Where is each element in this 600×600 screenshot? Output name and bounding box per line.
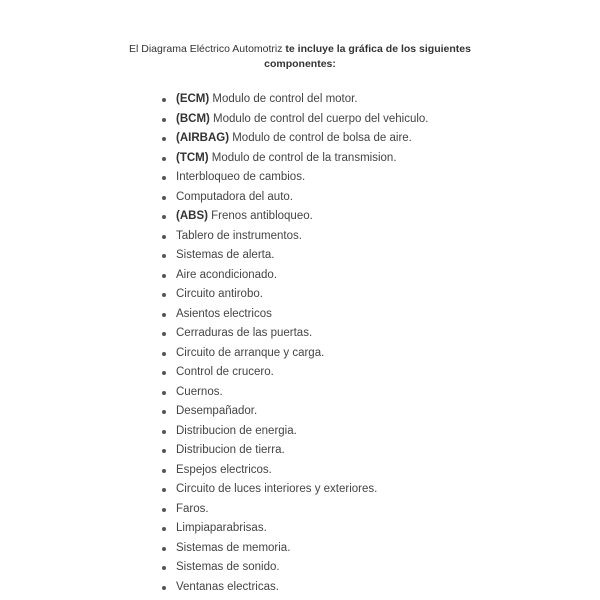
list-item: [160, 383, 429, 403]
list-item: [160, 480, 429, 500]
bullet-icon: [162, 469, 166, 473]
component-label: Desempañador.: [176, 405, 258, 417]
component-code: (ECM): [176, 93, 210, 105]
component-label: Frenos antibloqueo.: [207, 210, 313, 222]
intro-paragraph: [100, 42, 500, 72]
bullet-icon: [162, 235, 166, 239]
component-list: [160, 90, 429, 597]
list-item: [160, 539, 429, 559]
component-label: Sistemas de alerta.: [176, 249, 275, 261]
intro-bold-text-line2: componentes:: [264, 58, 336, 70]
component-label: Distribucion de tierra.: [176, 444, 285, 456]
component-label: Modulo de control de bolsa de aire.: [229, 132, 412, 144]
bullet-icon: [162, 98, 166, 102]
component-label: Modulo de control del cuerpo del vehiculo.: [209, 112, 429, 125]
bullet-icon: [162, 215, 166, 219]
list-item: [160, 578, 429, 598]
list-item: [160, 324, 429, 344]
component-label: Espejos electricos.: [176, 463, 272, 476]
bullet-icon: [162, 254, 166, 258]
list-item: [160, 558, 429, 578]
component-code: (ABS): [176, 210, 208, 222]
bullet-icon: [162, 352, 166, 356]
bullet-icon: [162, 293, 166, 297]
list-item: [160, 188, 429, 208]
list-item: [160, 285, 429, 305]
component-label: Cuernos.: [176, 385, 223, 398]
component-label: Tablero de instrumentos.: [176, 229, 302, 242]
list-item: [160, 344, 429, 364]
component-label: Circuito de arranque y carga.: [176, 346, 325, 359]
bullet-icon: [162, 371, 166, 375]
component-label: Circuito antirobo.: [176, 288, 263, 300]
bullet-icon: [162, 508, 166, 512]
bullet-icon: [162, 157, 166, 161]
list-item: [160, 90, 429, 110]
bullet-icon: [162, 274, 166, 278]
intro-bold-text-line1: te incluye la gráfica de los siguientes: [285, 43, 471, 55]
component-code: (TCM): [176, 151, 209, 164]
component-label: Faros.: [176, 502, 209, 515]
list-item: [160, 110, 429, 130]
bullet-icon: [162, 118, 166, 122]
list-item: [160, 266, 429, 286]
bullet-icon: [162, 586, 166, 590]
bullet-icon: [162, 332, 166, 336]
list-item: [160, 500, 429, 520]
list-item: [160, 227, 429, 247]
component-code: (BCM): [176, 112, 210, 125]
bullet-icon: [162, 176, 166, 180]
component-label: Distribucion de energia.: [176, 424, 297, 437]
component-label: Sistemas de memoria.: [176, 541, 291, 554]
list-item: [160, 129, 429, 149]
bullet-icon: [162, 566, 166, 570]
component-label: Computadora del auto.: [176, 190, 293, 203]
list-item: [160, 149, 429, 169]
bullet-icon: [162, 430, 166, 434]
list-item: [160, 168, 429, 188]
component-label: Interbloqueo de cambios.: [176, 171, 306, 183]
component-label: Aire acondicionado.: [176, 268, 278, 281]
bullet-icon: [162, 313, 166, 317]
component-label: Limpiaparabrisas.: [176, 522, 267, 534]
intro-plain-text: El Diagrama Eléctrico Automotriz: [129, 43, 286, 55]
bullet-icon: [162, 196, 166, 200]
component-label: Cerraduras de las puertas.: [176, 327, 313, 339]
list-item: [160, 207, 429, 227]
bullet-icon: [162, 449, 166, 453]
bullet-icon: [162, 137, 166, 141]
list-item: [160, 441, 429, 461]
bullet-icon: [162, 527, 166, 531]
component-label: Ventanas electricas.: [176, 580, 279, 593]
component-label: Asientos electricos: [176, 307, 272, 320]
list-item: [160, 461, 429, 481]
bullet-icon: [162, 391, 166, 395]
list-item: [160, 519, 429, 539]
component-label: Control de crucero.: [176, 366, 274, 378]
component-code: (AIRBAG): [176, 132, 230, 144]
bullet-icon: [162, 488, 166, 492]
list-item: [160, 305, 429, 325]
component-label: Circuito de luces interiores y exteriores.: [176, 483, 378, 495]
bullet-icon: [162, 547, 166, 551]
component-label: Modulo de control de la transmision.: [208, 151, 397, 164]
list-item: [160, 402, 429, 422]
component-label: Sistemas de sonido.: [176, 561, 280, 573]
bullet-icon: [162, 410, 166, 414]
list-item: [160, 246, 429, 266]
list-item: [160, 363, 429, 383]
component-label: Modulo de control del motor.: [209, 93, 358, 105]
list-item: [160, 422, 429, 442]
